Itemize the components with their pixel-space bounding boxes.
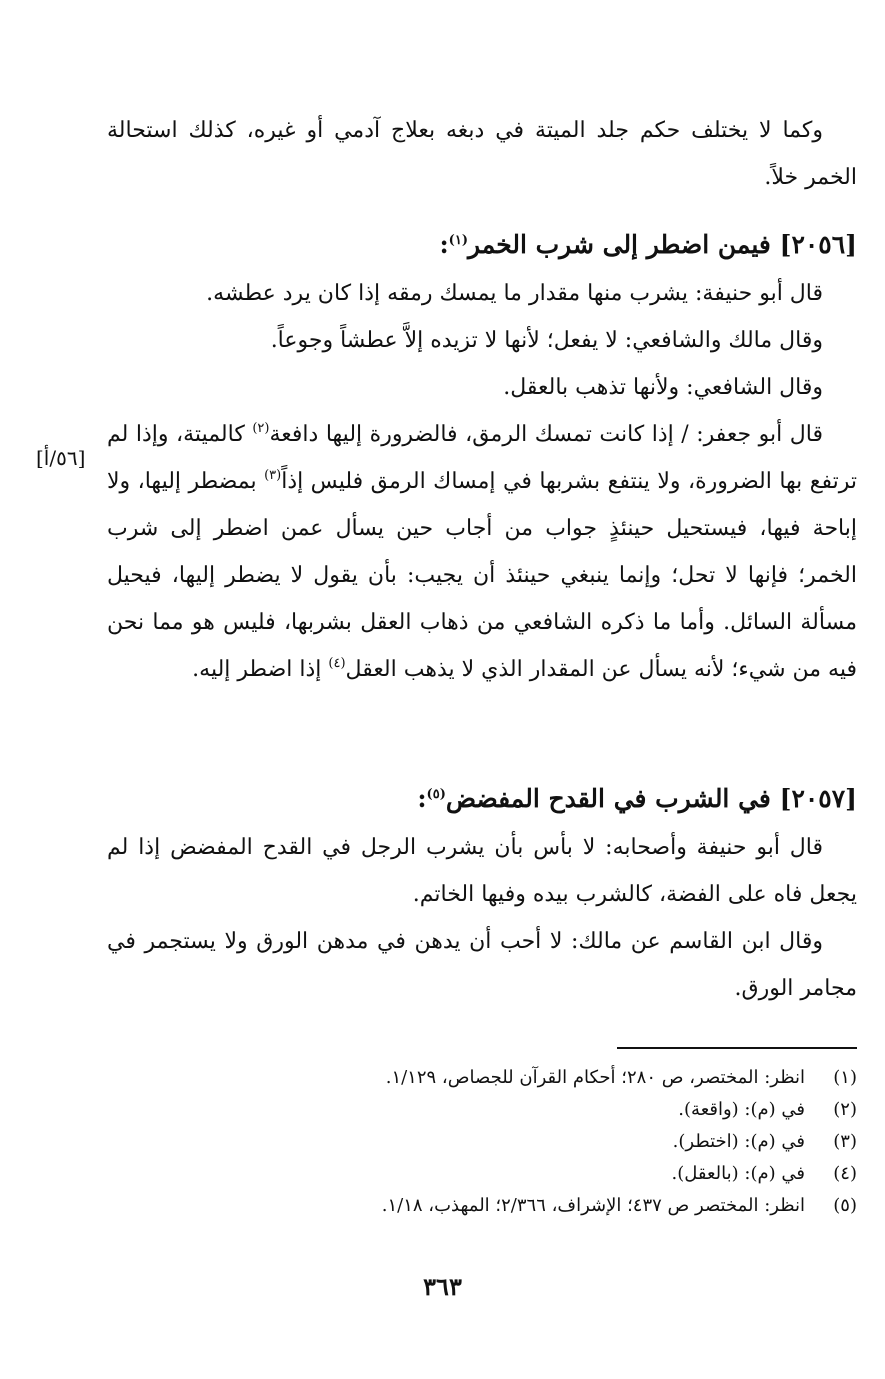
footnote-number: (٥) <box>833 1195 857 1216</box>
footnote-number: (٤) <box>833 1163 857 1184</box>
section-heading <box>107 774 857 824</box>
footnote-ref: (٤) <box>328 656 346 671</box>
manuscript-folio-ref: [٥٦/أ] <box>36 446 86 470</box>
footnote-text: انظر: المختصر ص ٤٣٧؛ الإشراف، ٢/٣٦٦؛ المهذب، ١/١٨. <box>381 1195 805 1216</box>
paragraph: وقال الشافعي: ولأنها تذهب بالعقل. <box>503 375 823 400</box>
footnotes <box>27 1062 857 1222</box>
footnote-number: (٣) <box>833 1131 857 1152</box>
paragraph: قال أبو حنيفة وأصحابه: لا بأس بأن يشرب الرجل في القدح المفضض إذا لم يجعل فاه على الفضة، كالشرب بيده وفيها الخاتم. <box>107 835 857 907</box>
paragraph-text: إذا اضطر إليه. <box>192 657 329 682</box>
paragraph <box>107 411 857 693</box>
footnote-number: (١) <box>833 1067 857 1088</box>
footnote-ref: (١) <box>448 233 468 248</box>
paragraph: وقال مالك والشافعي: لا يفعل؛ لأنها لا تزيده إلاَّ عطشاً وجوعاً. <box>270 328 823 353</box>
section-heading <box>107 220 857 270</box>
footnote-text: انظر: المختصر، ص ٢٨٠؛ أحكام القرآن للجصاص، ١/١٢٩. <box>385 1067 805 1088</box>
footnote-text: في (م): (بالعقل). <box>671 1163 805 1184</box>
footnote <box>27 1062 857 1094</box>
footnote-separator <box>617 1047 857 1049</box>
section-number: [٢٠٥٦] <box>779 230 857 259</box>
footnote <box>27 1094 857 1126</box>
paragraph: قال أبو حنيفة: يشرب منها مقدار ما يمسك رمقه إذا كان يرد عطشه. <box>206 281 823 306</box>
paragraph-text: بمضطر إليها، ولا إباحة فيها، فيستحيل حينئذٍ جواب من أجاب حين يسأل عمن اضطر إلى شرب الخمر؛ فإنها لا تحل؛ وإنما ينبغي حينئذ أن يجيب: بأن يقول لا يضطر إليها، فيحيل مسألة السائل. وأما ما ذكره الشافعي من ذهاب العقل بشربها، فليس هو مما نحن فيه من شيء؛ لأنه يسأل عن المقدار الذي لا يذهب العقل <box>107 469 857 682</box>
footnote-ref: (٣) <box>264 468 282 483</box>
footnote-text: في (م): (اختطر). <box>672 1131 805 1152</box>
intro-text: وكما لا يختلف حكم جلد الميتة في دبغه بعلاج آدمي أو غيره، كذلك استحالة الخمر خلاً. <box>107 118 857 190</box>
section-title: في الشرب في القدح المفضض <box>445 784 771 813</box>
footnote <box>27 1126 857 1158</box>
section-2057 <box>107 774 857 1012</box>
paragraph-text: قال أبو جعفر: / إذا كانت تمسك الرمق، فالضرورة إليها دافعة <box>269 422 823 447</box>
footnote-ref: (٢) <box>252 421 270 436</box>
section-title: فيمن اضطر إلى شرب الخمر <box>467 230 771 259</box>
paragraph-text: كالميتة، وإذا لم ترتفع بها الضرورة، ولا ينتفع بشربها في إمساك الرمق فليس إذاً <box>107 422 857 494</box>
heading-colon: : <box>417 784 427 813</box>
footnote <box>27 1190 857 1222</box>
footnote <box>27 1158 857 1190</box>
paragraph: وقال ابن القاسم عن مالك: لا أحب أن يدهن في مدهن الورق ولا يستجمر في مجامر الورق. <box>107 929 857 1001</box>
page-number: ٣٦٣ <box>423 1272 462 1301</box>
section-2056 <box>107 220 857 693</box>
section-number: [٢٠٥٧] <box>779 784 857 813</box>
intro-paragraph <box>107 107 857 201</box>
footnote-ref: (٥) <box>426 787 446 802</box>
footnote-text: في (م): (واقعة). <box>678 1099 805 1120</box>
footnote-number: (٢) <box>833 1099 857 1120</box>
heading-colon: : <box>439 230 449 259</box>
